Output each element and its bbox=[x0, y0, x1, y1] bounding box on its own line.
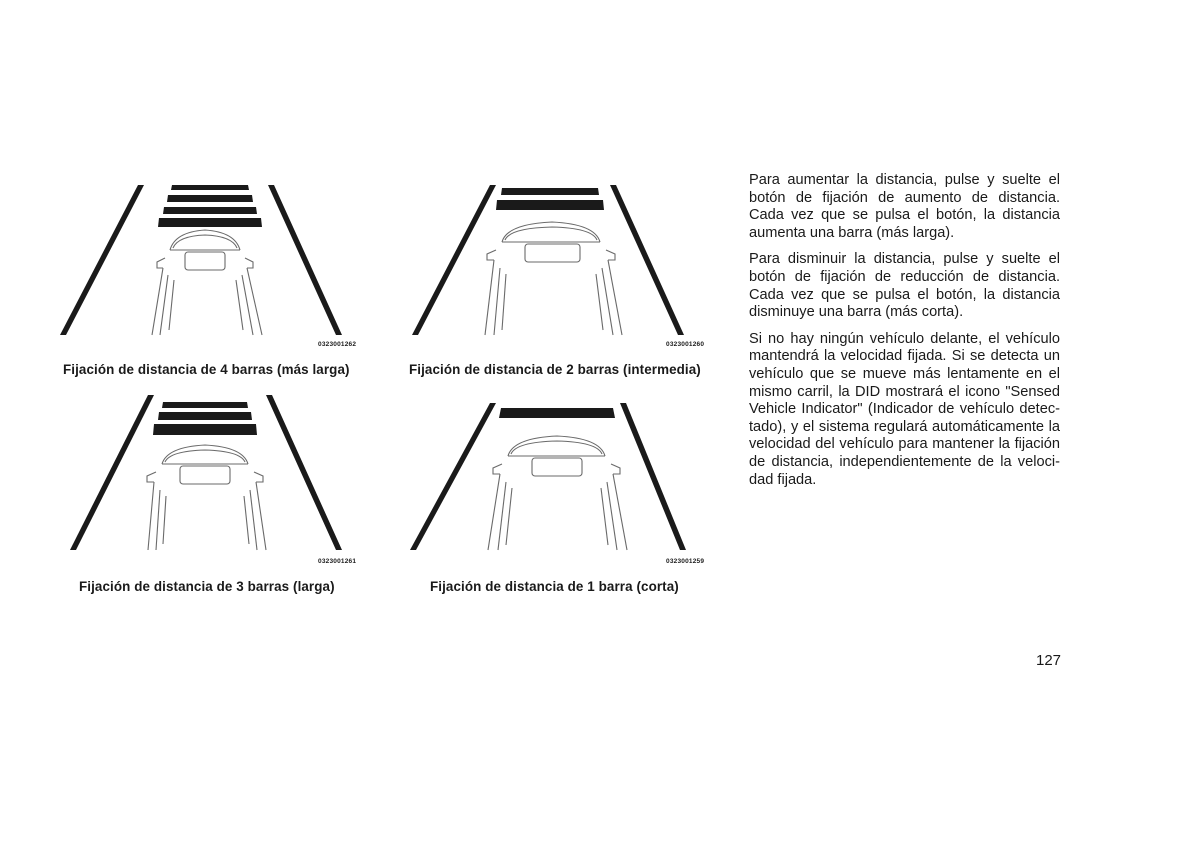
distance-2-bars-illustration bbox=[410, 180, 710, 340]
figure-caption: Fijación de distancia de 1 barra (corta) bbox=[430, 579, 679, 594]
distance-bars bbox=[496, 188, 604, 210]
car-rear-icon bbox=[485, 222, 622, 335]
figure-4-bars bbox=[60, 180, 360, 340]
distance-bars bbox=[158, 185, 262, 227]
figure-code: 0323001259 bbox=[666, 558, 705, 565]
car-rear-icon bbox=[152, 230, 262, 335]
figure-caption: Fijación de distancia de 4 barras (más larga) bbox=[63, 362, 350, 377]
distance-3-bars-illustration bbox=[70, 392, 370, 552]
paragraph-increase-distance: Para aumentar la distancia, pulse y suelte el botón de fijación de aumento de distancia. Cada vez que se pulsa el botón, la distancia aumenta una barra (más larga). bbox=[749, 172, 1060, 241]
figure-code: 0323001260 bbox=[666, 341, 705, 348]
figure-code: 0323001262 bbox=[318, 341, 357, 348]
distance-bars bbox=[153, 402, 257, 435]
paragraph-vehicle-detection: Si no hay ningún vehículo delante, el vehículo mantendrá la velocidad fijada. Si se detecta un vehículo que se mueve más lentamente en el mismo carril, la DID mostrará el icono "Sensed Vehicle Indicator" (Indicador de vehículo detectado), y el sistema regulará automáticamente la velocidad del vehículo para mantener la fijación de distancia, independientemente de la velocidad fijada. bbox=[749, 330, 1060, 488]
figure-3-bars bbox=[70, 392, 370, 552]
distance-bars bbox=[499, 408, 615, 418]
paragraph-decrease-distance: Para disminuir la distancia, pulse y suelte el botón de fijación de reducción de distancia. Cada vez que se pulsa el botón, la distancia disminuye una barra (más corta). bbox=[749, 251, 1060, 321]
figure-code: 0323001261 bbox=[318, 558, 357, 565]
figure-caption: Fijación de distancia de 3 barras (larga) bbox=[79, 579, 335, 594]
car-rear-icon bbox=[147, 445, 266, 550]
car-rear-icon bbox=[488, 436, 627, 550]
figure-1-bar bbox=[410, 400, 710, 560]
distance-4-bars-illustration bbox=[60, 180, 360, 340]
body-text bbox=[749, 172, 1060, 498]
distance-1-bar-illustration bbox=[410, 400, 710, 560]
page-number: 127 bbox=[1036, 652, 1062, 669]
figure-caption: Fijación de distancia de 2 barras (intermedia) bbox=[409, 362, 701, 377]
figure-2-bars bbox=[410, 180, 710, 340]
